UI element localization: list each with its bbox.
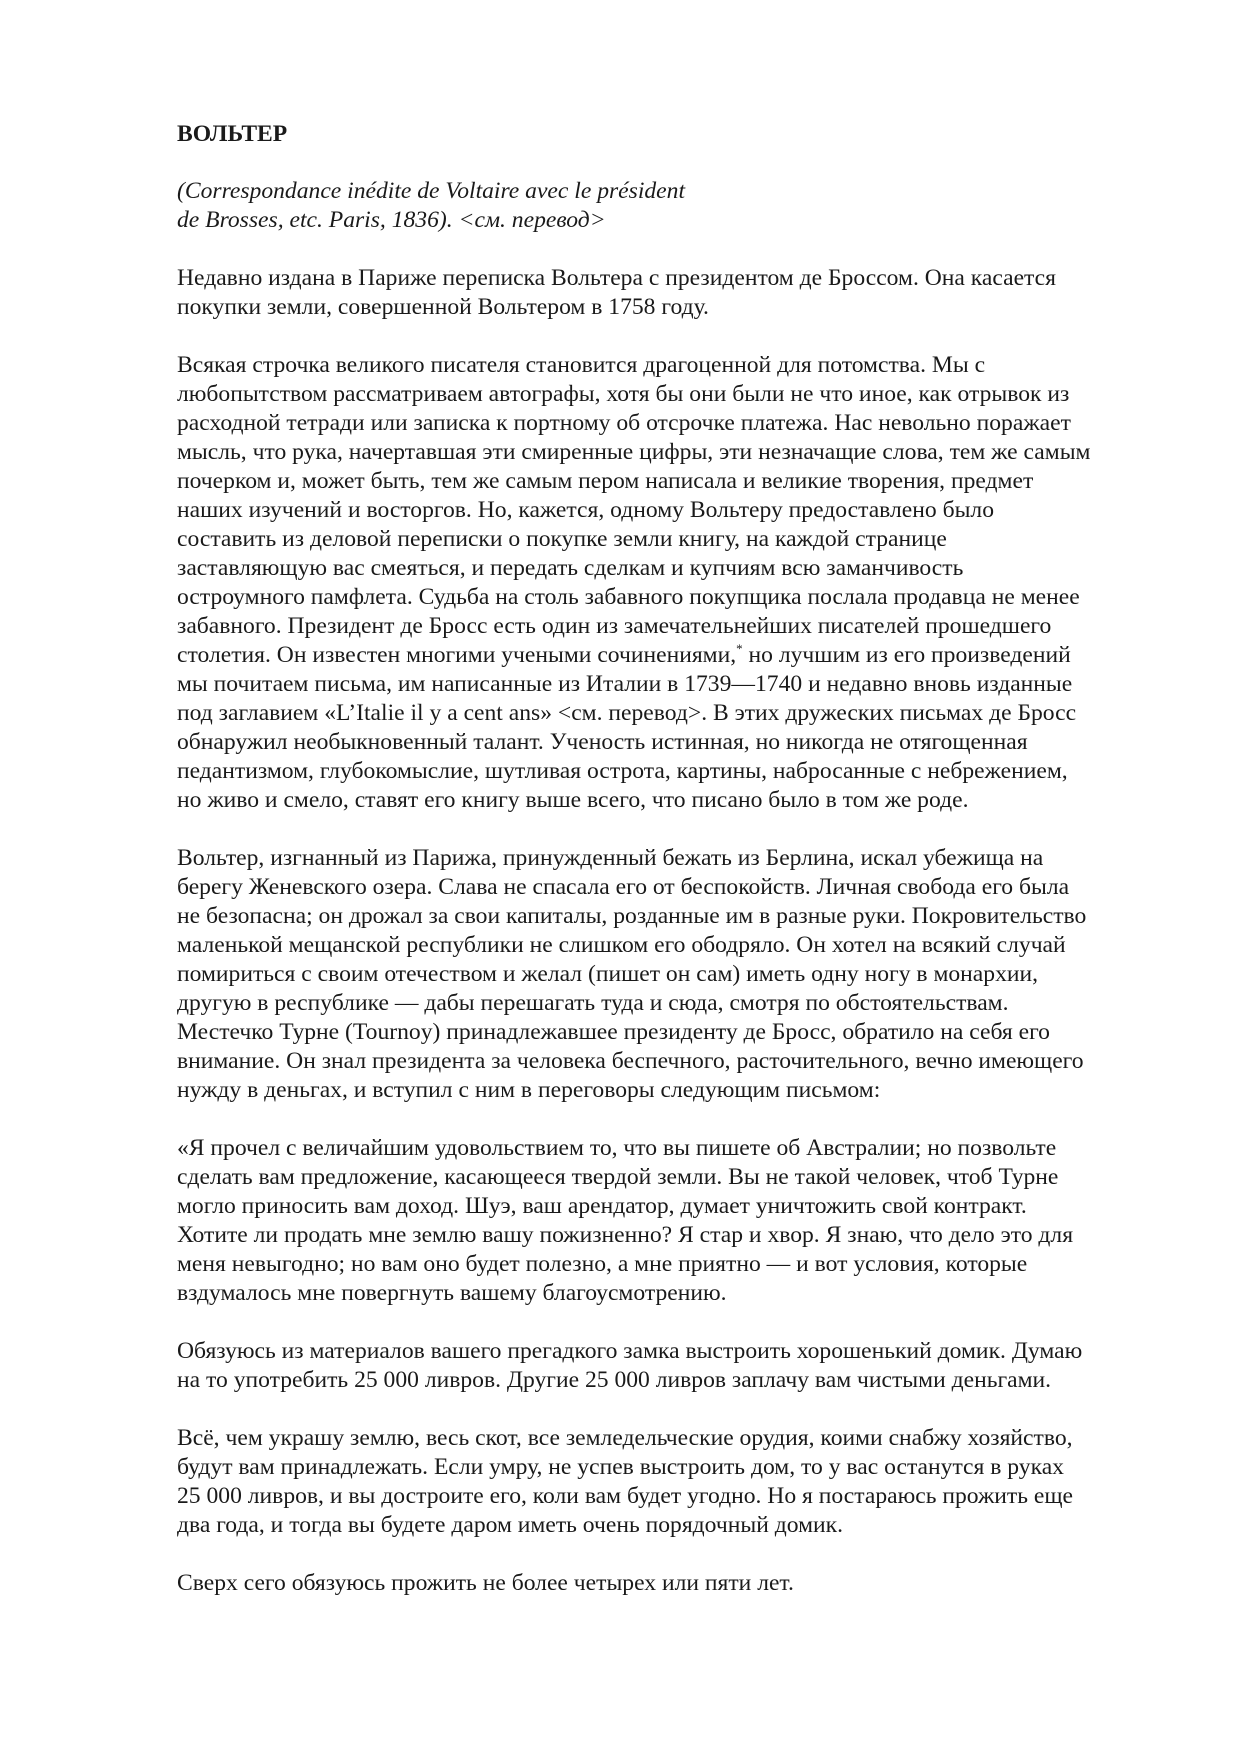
text-line: другую в республике — дабы перешагать туда и сюда, смотря по обстоятельствам. (177, 990, 1009, 1016)
text-line: помириться с своим отечеством и желал (пишет он сам) иметь одну ногу в монархии, (177, 961, 1039, 987)
text-line: Всякая строчка великого писателя становится драгоценной для потомства. Мы с (177, 352, 986, 378)
text-line: но живо и смело, ставят его книгу выше всего, что писано было в том же роде. (177, 787, 969, 813)
footnote-line-before: столетия. Он известен многими учеными сочинениями, (177, 642, 737, 668)
text-line: на то употребить 25 000 ливров. Другие 25 000 ливров заплачу вам чистыми деньгами. (177, 1367, 1052, 1393)
text-line: расходной тетради или записка к портному об отсрочке платежа. Нас невольно поражает (177, 410, 1071, 436)
text-line: Вольтер, изгнанный из Парижа, принужденный бежать из Берлина, искал убежища на (177, 845, 1044, 871)
text-line: нужду в деньгах, и вступил с ним в переговоры следующим письмом: (177, 1077, 881, 1103)
text-line: Всё, чем украшу землю, весь скот, все земледельческие орудия, коими снабжу хозяйство, (177, 1425, 1073, 1451)
text-line: любопытством рассматриваем автографы, хотя бы они были не что иное, как отрывок из (177, 381, 1070, 407)
text-line: могло приносить вам доход. Шуэ, ваш арендатор, думает уничтожить свой контракт. (177, 1193, 1027, 1219)
text-line: Местечко Турне (Tournoy) принадлежавшее президенту де Бросс, обратило на себя его (177, 1019, 1050, 1045)
text-line: покупки земли, совершенной Вольтером в 1758 году. (177, 294, 709, 320)
footnote-line-after: но лучшим из его произведений (742, 642, 1071, 668)
text-line: Обязуюсь из материалов вашего прегадкого замка выстроить хорошенький домик. Думаю (177, 1338, 1083, 1364)
text-line: мысль, что рука, начертавшая эти смиренные цифры, эти незначащие слова, тем же самым (177, 439, 1091, 465)
text-line: внимание. Он знал президента за человека беспечного, расточительного, вечно имеющего (177, 1048, 1084, 1074)
text-line: мы почитаем письма, им написанные из Италии в 1739—1740 и недавно вновь изданные (177, 671, 1073, 697)
text-line: не безопасна; он дрожал за свои капиталы, розданные им в разные руки. Покровительство (177, 903, 1087, 929)
text-line: два года, и тогда вы будете даром иметь очень порядочный домик. (177, 1512, 844, 1538)
document-page (177, 120, 1182, 1598)
text-line: берегу Женевского озера. Слава не спасала его от беспокойств. Личная свобода его была (177, 874, 1070, 900)
paragraph-2 (177, 351, 1182, 815)
text-line: «Я прочел с величайшим удовольствием то, что вы пишете об Австралии; но позвольте (177, 1135, 1057, 1161)
text-line: Недавно издана в Париже переписка Вольтера с президентом де Броссом. Она касается (177, 265, 1056, 291)
paragraph-7 (177, 1569, 1182, 1598)
text-line: вздумалось мне повергнуть вашему благоусмотрению. (177, 1280, 727, 1306)
text-line: сделать вам предложение, касающееся твердой земли. Вы не такой человек, чтоб Турне (177, 1164, 1059, 1190)
paragraph-5 (177, 1337, 1182, 1395)
text-line: заставляющую вас смеяться, и передать сделкам и купчиям всю заманчивость (177, 555, 964, 581)
paragraph-3 (177, 844, 1182, 1105)
paragraph-6 (177, 1424, 1182, 1540)
text-line: Хотите ли продать мне землю вашу пожизненно? Я стар и хвор. Я знаю, что дело это для (177, 1222, 1074, 1248)
text-line: обнаружил необыкновенный талант. Ученость истинная, но никогда не отягощенная (177, 729, 1028, 755)
text-line: почерком и, может быть, тем же самым пером написала и великие творения, предмет (177, 468, 1034, 494)
text-line: маленькой мещанской республики не слишком его ободряло. Он хотел на всякий случай (177, 932, 1066, 958)
text-line: остроумного памфлета. Судьба на столь забавного покупщика послала продавца не менее (177, 584, 1080, 610)
text-line: забавного. Президент де Бросс есть один из замечательнейших писателей прошедшего (177, 613, 1052, 639)
text-line: наших изучений и восторгов. Но, кажется, одному Вольтеру предоставлено было (177, 497, 995, 523)
document-subtitle (177, 177, 1182, 235)
text-line: меня невыгодно; но вам оно будет полезно, а мне приятно — и вот условия, которые (177, 1251, 1028, 1277)
paragraph-4 (177, 1134, 1182, 1308)
footnote-mark[interactable]: * (736, 641, 743, 656)
subtitle-line: (Correspondance inédite de Voltaire avec le président (177, 178, 686, 204)
text-line: будут вам принадлежать. Если умру, не успев выстроить дом, то у вас останутся в руках (177, 1454, 1064, 1480)
text-line: Сверх сего обязуюсь прожить не более четырех или пяти лет. (177, 1570, 794, 1596)
text-line: 25 000 ливров, и вы достроите его, коли вам будет угодно. Но я постараюсь прожить еще (177, 1483, 1073, 1509)
text-line: составить из деловой переписки о покупке земли книгу, на каждой странице (177, 526, 947, 552)
text-line: педантизмом, глубокомыслие, шутливая острота, картины, набросанные с небрежением, (177, 758, 1068, 784)
paragraph-1 (177, 264, 1182, 322)
subtitle-line: de Brosses, etc. Paris, 1836). <см. перевод> (177, 207, 606, 233)
text-line: под заглавием «L’Italie il y a cent ans» <см. перевод>. В этих дружеских письмах де Бросс (177, 700, 1077, 726)
document-title: ВОЛЬТЕР (177, 121, 288, 147)
text-line-with-footnote (177, 641, 1182, 670)
